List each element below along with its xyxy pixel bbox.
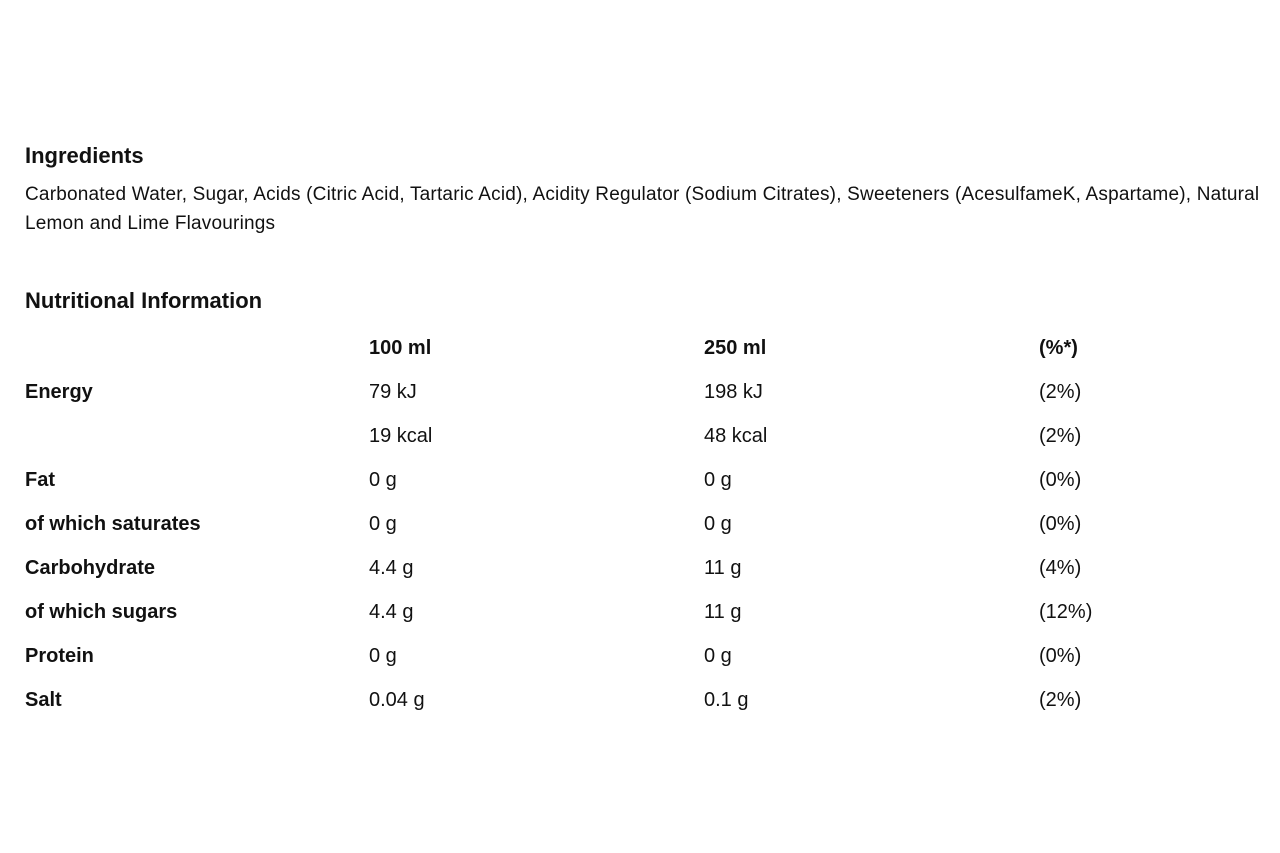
ingredients-heading: Ingredients	[25, 143, 144, 168]
nutrient-label: Carbohydrate	[25, 557, 156, 579]
nutrient-label: of which sugars	[25, 601, 178, 623]
value-percent: (12%)	[1039, 601, 1093, 623]
value-per-250ml: 0 g	[704, 513, 732, 535]
table-row	[25, 597, 1225, 641]
value-per-100ml: 0 g	[369, 513, 397, 535]
nutrition-table	[25, 333, 1225, 729]
value-percent: (4%)	[1039, 557, 1082, 579]
table-row	[25, 377, 1225, 421]
table-row	[25, 465, 1225, 509]
ingredients-list: Carbonated Water, Sugar, Acids (Citric Acid, Tartaric Acid), Acidity Regulator (Sodium Citrates), Sweeteners (AcesulfameK, Aspartame), Natural Lemon and Lime Flavourings	[25, 184, 1260, 234]
value-per-250ml: 11 g	[704, 601, 742, 623]
value-percent: (2%)	[1039, 425, 1082, 447]
value-percent: (2%)	[1039, 381, 1082, 403]
table-row	[25, 421, 1225, 465]
table-row	[25, 685, 1225, 729]
nutrition-header-row	[25, 333, 1225, 377]
nutrition-heading: Nutritional Information	[25, 288, 263, 313]
value-per-250ml: 0 g	[704, 645, 732, 667]
value-percent: (0%)	[1039, 513, 1082, 535]
column-header-100ml: 100 ml	[369, 337, 432, 359]
nutrient-label: Salt	[25, 689, 62, 711]
value-per-250ml: 11 g	[704, 557, 742, 579]
value-per-250ml: 198 kJ	[704, 381, 763, 403]
nutrient-label: Protein	[25, 645, 94, 667]
nutrient-label: of which saturates	[25, 513, 201, 535]
value-per-100ml: 0 g	[369, 469, 397, 491]
value-per-250ml: 0 g	[704, 469, 732, 491]
value-per-250ml: 0.1 g	[704, 689, 749, 711]
value-per-100ml: 79 kJ	[369, 381, 417, 403]
column-header-250ml: 250 ml	[704, 337, 767, 359]
value-per-100ml: 19 kcal	[369, 425, 433, 447]
value-percent: (0%)	[1039, 645, 1082, 667]
value-per-100ml: 4.4 g	[369, 557, 414, 579]
table-row	[25, 553, 1225, 597]
value-per-100ml: 0.04 g	[369, 689, 425, 711]
nutrient-label: Fat	[25, 469, 55, 491]
value-percent: (2%)	[1039, 689, 1082, 711]
value-percent: (0%)	[1039, 469, 1082, 491]
nutrient-label: Energy	[25, 381, 93, 403]
value-per-100ml: 0 g	[369, 645, 397, 667]
table-row	[25, 641, 1225, 685]
column-header-percent: (%*)	[1039, 337, 1078, 359]
table-row	[25, 509, 1225, 553]
value-per-100ml: 4.4 g	[369, 601, 414, 623]
value-per-250ml: 48 kcal	[704, 425, 768, 447]
